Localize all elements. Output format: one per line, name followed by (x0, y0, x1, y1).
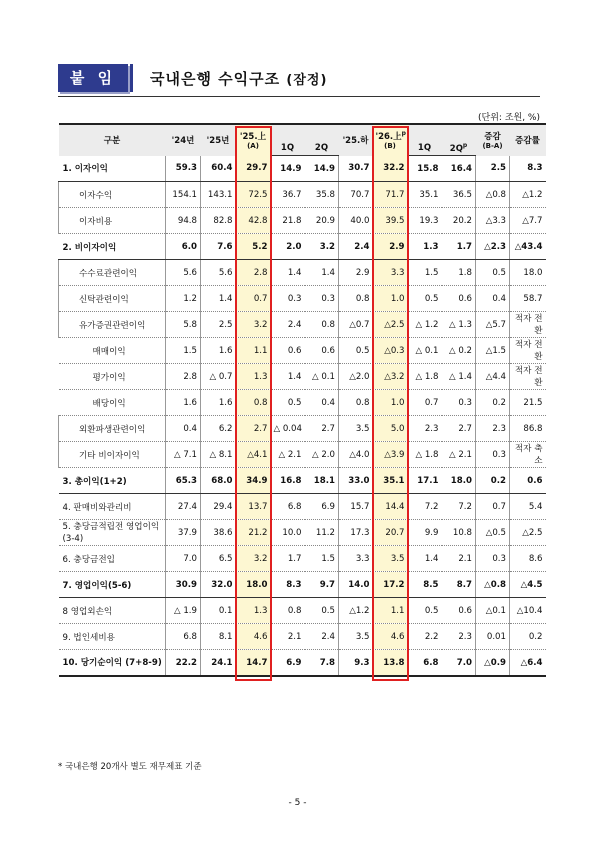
row-value: 2.4 (271, 312, 305, 338)
row-value: 3.3 (339, 546, 373, 572)
table-row (59, 208, 546, 234)
row-label: 매매이익 (59, 338, 166, 364)
col-diff-sub: (B-A) (482, 142, 503, 151)
row-value: 1.7 (442, 234, 476, 260)
row-value: 0.5 (476, 260, 510, 286)
row-value: 0.5 (408, 598, 442, 624)
row-value: 1.3 (236, 598, 271, 624)
row-label: 신탁관련이익 (59, 286, 166, 312)
row-value: 0.8 (236, 390, 271, 416)
row-value: 0.2 (510, 624, 546, 650)
row-value: 14.9 (271, 156, 305, 182)
row-value: 6.9 (271, 650, 305, 677)
row-value: 5.8 (166, 312, 201, 338)
row-value: 2.7 (442, 416, 476, 442)
table-row (59, 442, 546, 468)
col-rate: 증감률 (510, 124, 546, 156)
col-2026-h1-quarters-header (408, 124, 476, 140)
table-row (59, 156, 546, 182)
row-value: △ 0.2 (442, 338, 476, 364)
row-value: 32.2 (373, 156, 408, 182)
row-label: 2. 비이자이익 (59, 234, 166, 260)
row-value: 14.7 (236, 650, 271, 677)
row-value: 1.6 (166, 390, 201, 416)
row-value: △10.4 (510, 598, 546, 624)
row-value: △43.4 (510, 234, 546, 260)
table-row (59, 468, 546, 494)
row-value: 0.6 (305, 338, 339, 364)
row-value: △2.3 (476, 234, 510, 260)
row-value: 19.3 (408, 208, 442, 234)
row-value: 40.0 (339, 208, 373, 234)
row-value: 0.7 (236, 286, 271, 312)
row-value: △3.3 (476, 208, 510, 234)
row-value: 적자 전환 (510, 364, 546, 390)
row-value: 적자 전환 (510, 338, 546, 364)
row-value: △5.7 (476, 312, 510, 338)
col-2026-q2: $2Q^p$ (442, 140, 476, 156)
row-value: △4.1 (236, 442, 271, 468)
table-row (59, 260, 546, 286)
row-value: 적자 축소 (510, 442, 546, 468)
row-value: △ 2.1 (271, 442, 305, 468)
row-value: 0.8 (339, 390, 373, 416)
row-value: 9.7 (305, 572, 339, 598)
row-value: 5.0 (373, 416, 408, 442)
row-value: 20.2 (442, 208, 476, 234)
row-value: 8.6 (510, 546, 546, 572)
row-value: △ 1.2 (408, 312, 442, 338)
row-value: 71.7 (373, 182, 408, 208)
row-value: 1.5 (305, 546, 339, 572)
row-value: △ 2.0 (305, 442, 339, 468)
row-value: △0.8 (476, 182, 510, 208)
row-value: 3.5 (339, 416, 373, 442)
row-value: 34.9 (236, 468, 271, 494)
row-value: 86.8 (510, 416, 546, 442)
row-value: 2.1 (442, 546, 476, 572)
row-value: △1.2 (510, 182, 546, 208)
row-value: 13.8 (373, 650, 408, 677)
row-value: 0.4 (166, 416, 201, 442)
row-value: 4.6 (373, 624, 408, 650)
row-value: 11.2 (305, 520, 339, 546)
row-value: 82.8 (201, 208, 236, 234)
row-value: 10.8 (442, 520, 476, 546)
row-value: 1.5 (408, 260, 442, 286)
row-value: △0.8 (476, 572, 510, 598)
row-value: 1.3 (408, 234, 442, 260)
row-value: 2.7 (236, 416, 271, 442)
row-value: △0.1 (476, 598, 510, 624)
row-value: 33.0 (339, 468, 373, 494)
row-value: 0.2 (476, 390, 510, 416)
col-2025-h2: '25.하 (339, 124, 373, 156)
row-value: 2.7 (305, 416, 339, 442)
row-label: 9. 법인세비용 (59, 624, 166, 650)
row-value: 7.2 (408, 494, 442, 520)
row-value: 94.8 (166, 208, 201, 234)
row-value: 35.1 (408, 182, 442, 208)
table-row (59, 546, 546, 572)
row-value: 0.8 (271, 598, 305, 624)
row-value: 6.9 (305, 494, 339, 520)
row-value: 59.3 (166, 156, 201, 182)
col-2025: '25년 (201, 124, 236, 156)
row-label: 8 영업외손익 (59, 598, 166, 624)
page-number: - 5 - (288, 798, 307, 808)
row-value: △7.7 (510, 208, 546, 234)
row-value: 58.7 (510, 286, 546, 312)
row-value: 1.6 (201, 390, 236, 416)
col-2026-h1-sub: (B) (384, 142, 396, 151)
row-value: 0.5 (339, 338, 373, 364)
row-value: △ 1.8 (408, 442, 442, 468)
row-value: △2.5 (373, 312, 408, 338)
row-value: 1.1 (236, 338, 271, 364)
row-value: 29.4 (201, 494, 236, 520)
row-value: 8.1 (201, 624, 236, 650)
row-value: 2.4 (305, 624, 339, 650)
highlight-box-2026-h1 (372, 126, 409, 681)
row-value: 14.0 (339, 572, 373, 598)
row-value: 2.1 (271, 624, 305, 650)
row-value: 0.3 (271, 286, 305, 312)
row-value: 3.2 (236, 312, 271, 338)
row-value: 0.4 (476, 286, 510, 312)
row-value: 32.0 (201, 572, 236, 598)
row-value: 1.5 (166, 338, 201, 364)
row-label: 외환파생관련이익 (59, 416, 166, 442)
row-value: 65.3 (166, 468, 201, 494)
row-value: 17.2 (373, 572, 408, 598)
row-value: 13.7 (236, 494, 271, 520)
row-label: 기타 비이자이익 (59, 442, 166, 468)
row-value: 17.1 (408, 468, 442, 494)
row-value: 21.2 (236, 520, 271, 546)
row-value: 0.6 (271, 338, 305, 364)
row-value: 36.5 (442, 182, 476, 208)
row-value: 7.6 (201, 234, 236, 260)
row-label: 10. 당기순이익 (7+8-9) (59, 650, 166, 677)
row-value: 7.2 (442, 494, 476, 520)
row-value: 15.8 (408, 156, 442, 182)
row-value: 0.01 (476, 624, 510, 650)
row-value: 8.3 (271, 572, 305, 598)
col-2026-q1: 1Q (408, 140, 442, 156)
row-value: 20.7 (373, 520, 408, 546)
col-2025-h1-label: '25.上 (239, 132, 267, 143)
row-value: 24.1 (201, 650, 236, 677)
row-value: 3.5 (373, 546, 408, 572)
row-value: △0.7 (339, 312, 373, 338)
row-value: 2.5 (476, 156, 510, 182)
row-value: △ 0.7 (201, 364, 236, 390)
row-value: 0.2 (476, 468, 510, 494)
row-value: 5.2 (236, 234, 271, 260)
row-value: 3.2 (305, 234, 339, 260)
col-2025-h1-quarters-header (271, 124, 339, 140)
row-value: 0.4 (305, 390, 339, 416)
row-value: 6.5 (201, 546, 236, 572)
row-value: 0.3 (476, 546, 510, 572)
highlight-box-2025-h1 (235, 126, 272, 681)
row-value: 30.7 (339, 156, 373, 182)
row-value: 9.9 (408, 520, 442, 546)
row-value: 적자 전환 (510, 312, 546, 338)
row-value: 0.6 (442, 286, 476, 312)
row-value: 42.8 (236, 208, 271, 234)
row-value: 2.3 (442, 624, 476, 650)
row-value: 27.4 (166, 494, 201, 520)
row-label: 4. 판매비와관리비 (59, 494, 166, 520)
badge-accent (130, 64, 133, 92)
row-value: 1.8 (442, 260, 476, 286)
row-label: 배당이익 (59, 390, 166, 416)
footnote: * 국내은행 20개사 별도 재무제표 기준 (58, 762, 202, 772)
row-value: 16.8 (271, 468, 305, 494)
row-value: 8.3 (510, 156, 546, 182)
row-value: 2.4 (339, 234, 373, 260)
unit-note: (단위: 조원, %) (478, 113, 540, 123)
table-row (59, 286, 546, 312)
row-value: 70.7 (339, 182, 373, 208)
row-value: 39.5 (373, 208, 408, 234)
row-value: △2.0 (339, 364, 373, 390)
row-value: △1.2 (339, 598, 373, 624)
row-value: △0.9 (476, 650, 510, 677)
row-value: 21.5 (510, 390, 546, 416)
table-row (59, 338, 546, 364)
row-label: 6. 충당금전입 (59, 546, 166, 572)
row-value: 1.4 (271, 260, 305, 286)
row-value: 0.7 (476, 494, 510, 520)
row-value: 0.3 (442, 390, 476, 416)
row-value: 35.8 (305, 182, 339, 208)
row-value: 9.3 (339, 650, 373, 677)
row-value: 18.0 (510, 260, 546, 286)
row-value: 8.7 (442, 572, 476, 598)
row-value: 2.2 (408, 624, 442, 650)
row-value: 8.5 (408, 572, 442, 598)
row-value: 1.7 (271, 546, 305, 572)
table-row (59, 650, 546, 677)
table-row (59, 182, 546, 208)
row-value: 6.8 (271, 494, 305, 520)
row-value: 2.5 (201, 312, 236, 338)
row-value: 29.7 (236, 156, 271, 182)
row-value: 7.0 (166, 546, 201, 572)
table-row (59, 598, 546, 624)
row-value: 5.6 (166, 260, 201, 286)
row-value: 20.9 (305, 208, 339, 234)
row-value: △ 7.1 (166, 442, 201, 468)
row-value: 18.0 (236, 572, 271, 598)
col-2025-q1: 1Q (271, 140, 305, 156)
row-value: 2.0 (271, 234, 305, 260)
page-title-main: 국내은행 수익구조 (150, 70, 281, 88)
col-diff-label: 증감 (484, 132, 501, 143)
row-label: 수수료관련이익 (59, 260, 166, 286)
row-value: 1.4 (305, 260, 339, 286)
row-value: 1.6 (201, 338, 236, 364)
col-2025-h1-sub: (A) (247, 142, 259, 151)
row-value: 14.9 (305, 156, 339, 182)
row-value: △4.5 (510, 572, 546, 598)
row-value: 0.1 (201, 598, 236, 624)
row-value: △ 1.9 (166, 598, 201, 624)
row-value: 14.4 (373, 494, 408, 520)
row-value: 1.4 (408, 546, 442, 572)
row-value: △4.4 (476, 364, 510, 390)
row-value: △3.9 (373, 442, 408, 468)
row-value: 35.1 (373, 468, 408, 494)
row-value: △ 1.8 (408, 364, 442, 390)
row-value: △1.5 (476, 338, 510, 364)
row-value: 38.6 (201, 520, 236, 546)
row-value: △ 8.1 (201, 442, 236, 468)
row-label: 이자비용 (59, 208, 166, 234)
row-value: 1.3 (236, 364, 271, 390)
row-value: 143.1 (201, 182, 236, 208)
row-value: 154.1 (166, 182, 201, 208)
col-2026-h1-label: '26.上$^p$ (375, 130, 406, 143)
row-value: 72.5 (236, 182, 271, 208)
col-gubun: 구분 (59, 124, 166, 156)
row-value: 2.9 (373, 234, 408, 260)
col-diff (476, 124, 510, 156)
row-label: 평가이익 (59, 364, 166, 390)
row-value: 1.0 (373, 390, 408, 416)
row-value: 5.4 (510, 494, 546, 520)
row-value: 21.8 (271, 208, 305, 234)
row-value: 0.6 (442, 598, 476, 624)
table-row (59, 494, 546, 520)
row-value: △4.0 (339, 442, 373, 468)
row-value: 22.2 (166, 650, 201, 677)
table-row (59, 364, 546, 390)
row-value: 4.6 (236, 624, 271, 650)
row-value: 0.7 (408, 390, 442, 416)
row-value: △ 1.3 (442, 312, 476, 338)
row-value: 18.1 (305, 468, 339, 494)
row-value: △0.5 (476, 520, 510, 546)
col-2024: '24년 (166, 124, 201, 156)
row-value: 0.5 (271, 390, 305, 416)
row-value: 17.3 (339, 520, 373, 546)
page-title (150, 68, 327, 89)
row-value: 3.2 (236, 546, 271, 572)
row-value: 2.3 (408, 416, 442, 442)
revenue-structure-table (58, 123, 546, 677)
row-value: △2.5 (510, 520, 546, 546)
row-value: 1.1 (373, 598, 408, 624)
row-value: 0.8 (339, 286, 373, 312)
row-label: 3. 총이익(1+2) (59, 468, 166, 494)
table-row (59, 390, 546, 416)
row-label: 유가증권관련이익 (59, 312, 166, 338)
row-value: △0.3 (373, 338, 408, 364)
page-title-suffix: (잠정) (286, 73, 328, 88)
row-value: 2.8 (236, 260, 271, 286)
row-value: 6.8 (408, 650, 442, 677)
row-value: 1.2 (166, 286, 201, 312)
row-value: 1.0 (373, 286, 408, 312)
row-value: 0.6 (510, 468, 546, 494)
row-value: △ 0.1 (408, 338, 442, 364)
table-row (59, 416, 546, 442)
row-label: 1. 이자이익 (59, 156, 166, 182)
row-value: 37.9 (166, 520, 201, 546)
row-value: △6.4 (510, 650, 546, 677)
attachment-badge: 붙 임 (58, 64, 128, 92)
row-value: △ 0.04 (271, 416, 305, 442)
row-value: 1.4 (201, 286, 236, 312)
row-value: 60.4 (201, 156, 236, 182)
row-value: 0.3 (476, 442, 510, 468)
title-underline (58, 96, 540, 97)
col-2025-q2: 2Q (305, 140, 339, 156)
table-row (59, 572, 546, 598)
row-value: 7.0 (442, 650, 476, 677)
row-value: 0.8 (305, 312, 339, 338)
row-value: 68.0 (201, 468, 236, 494)
row-value: 30.9 (166, 572, 201, 598)
row-value: 18.0 (442, 468, 476, 494)
table-row (59, 312, 546, 338)
row-value: 6.8 (166, 624, 201, 650)
row-value: 6.2 (201, 416, 236, 442)
title-bar (58, 64, 540, 96)
row-value: 36.7 (271, 182, 305, 208)
row-label: 5. 충당금적립전 영업이익(3-4) (59, 520, 166, 546)
row-value: △ 2.1 (442, 442, 476, 468)
row-value: △ 0.1 (305, 364, 339, 390)
row-label: 7. 영업이익(5-6) (59, 572, 166, 598)
row-value: 0.5 (408, 286, 442, 312)
row-value: 5.6 (201, 260, 236, 286)
row-value: 16.4 (442, 156, 476, 182)
row-value: 3.5 (339, 624, 373, 650)
row-value: 0.5 (305, 598, 339, 624)
row-value: 2.9 (339, 260, 373, 286)
row-value: 3.3 (373, 260, 408, 286)
row-value: 0.3 (305, 286, 339, 312)
row-value: 2.8 (166, 364, 201, 390)
row-value: △ 1.4 (442, 364, 476, 390)
row-value: 2.3 (476, 416, 510, 442)
table-row (59, 234, 546, 260)
row-value: 6.0 (166, 234, 201, 260)
table-row (59, 520, 546, 546)
row-value: 10.0 (271, 520, 305, 546)
row-value: 7.8 (305, 650, 339, 677)
row-value: 15.7 (339, 494, 373, 520)
table-row (59, 624, 546, 650)
row-value: 1.4 (271, 364, 305, 390)
row-value: △3.2 (373, 364, 408, 390)
row-label: 이자수익 (59, 182, 166, 208)
